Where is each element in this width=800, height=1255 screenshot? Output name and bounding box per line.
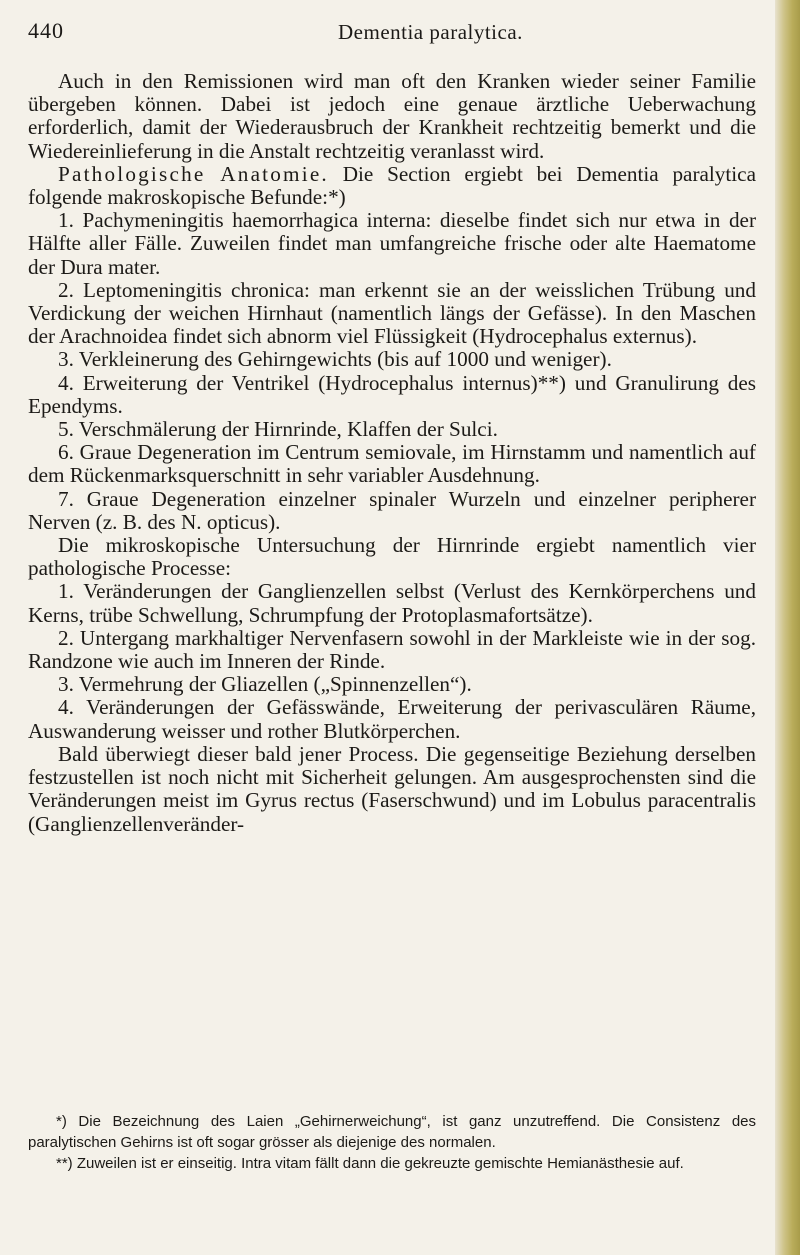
page-edge xyxy=(775,0,800,1255)
list-item-macro-3: 3. Verkleinerung des Gehirngewichts (bis auf 1000 und weniger). xyxy=(58,347,612,372)
page-number: 440 xyxy=(28,18,64,43)
list-item-micro-3: 3. Vermehrung der Gliazellen („Spinnenzellen“). xyxy=(58,672,472,697)
list-item-micro-1: 1. Veränderungen der Ganglienzellen selbst (Verlust des Kernkörperchens und Kerns, trübe Schwellung, Schrumpfung der Protoplasmafortsätze). xyxy=(28,579,756,627)
list-item-macro-4: 4. Erweiterung der Ventrikel (Hydrocephalus internus)**) und Granulirung des Ependyms. xyxy=(28,370,756,418)
list-item-macro-2: 2. Leptomeningitis chronica: man erkennt sie an der weisslichen Trübung und Verdickung der weichen Hirnhaut (namentlich längs der Gefässe). In den Maschen der Arachnoidea findet sich abnorm viel Flüssigkeit (Hydrocephalus externus). xyxy=(28,277,756,349)
body-text xyxy=(28,70,756,836)
list-item-micro-2: 2. Untergang markhaltiger Nervenfasern sowohl in der Markleiste wie in der sog. Randzone wie auch im Inneren der Rinde. xyxy=(28,625,756,674)
list-item-macro-5: 5. Verschmälerung der Hirnrinde, Klaffen der Sulci. xyxy=(58,417,498,442)
list-item-macro-7: 7. Graue Degeneration einzelner spinaler Wurzeln und einzelner peripherer Nerven (z. B. des N. opticus). xyxy=(28,486,756,534)
paragraph-text: Die Section ergiebt bei Dementia paralytica folgende makroskopische Befunde:*) xyxy=(28,161,756,210)
footnote-1: *) Die Bezeichnung des Laien „Gehirnerweichung“, ist ganz unzutreffend. Die Consistenz des paralytischen Gehirns ist oft sogar grösser als diejenige des normalen. xyxy=(28,1113,756,1151)
footnotes xyxy=(28,1111,756,1174)
paragraph-process: Bald überwiegt dieser bald jener Process. Die gegenseitige Beziehung derselben festzustellen ist noch nicht mit Sicherheit gelungen. Am ausgesprochensten sind die Veränderungen meist im Gyrus rectus (Faserschwund) und im Lobulus paracentralis (Ganglienzellenveränder- xyxy=(28,741,756,836)
list-item-micro-4: 4. Veränderungen der Gefässwände, Erweiterung der perivasculären Räume, Auswanderung weisser und rother Blutkörperchen. xyxy=(28,695,756,743)
running-title: Dementia paralytica. xyxy=(338,20,523,44)
page-header xyxy=(28,18,748,52)
paragraph-pathologische-anatomie xyxy=(28,163,756,209)
section-heading: Pathologische Anatomie. xyxy=(58,161,329,186)
paragraph-remission: Auch in den Remissionen wird man oft den Kranken wieder seiner Familie übergeben können. Dabei ist jedoch eine genaue ärztliche Ueberwachung erforderlich, damit der Wiederausbruch der Krankheit rechtzeitig bemerkt und die Wiedereinlieferung in die Anstalt rechtzeitig veranlasst wird. xyxy=(28,69,756,163)
paragraph-microscopic: Die mikroskopische Untersuchung der Hirnrinde ergiebt namentlich vier pathologische Processe: xyxy=(28,533,756,581)
list-item-macro-1: 1. Pachymeningitis haemorrhagica interna: dieselbe findet sich nur etwa in der Hälfte aller Fälle. Zuweilen findet man umfangreiche frische oder alte Haematome der Dura mater. xyxy=(28,208,756,279)
footnote-2: **) Zuweilen ist er einseitig. Intra vitam fällt dann die gekreuzte gemischte Hemianästhesie auf. xyxy=(56,1155,684,1172)
list-item-macro-6: 6. Graue Degeneration im Centrum semiovale, im Hirnstamm und namentlich auf dem Rückenmarksquerschnitt in sehr variabler Ausdehnung. xyxy=(28,440,756,488)
